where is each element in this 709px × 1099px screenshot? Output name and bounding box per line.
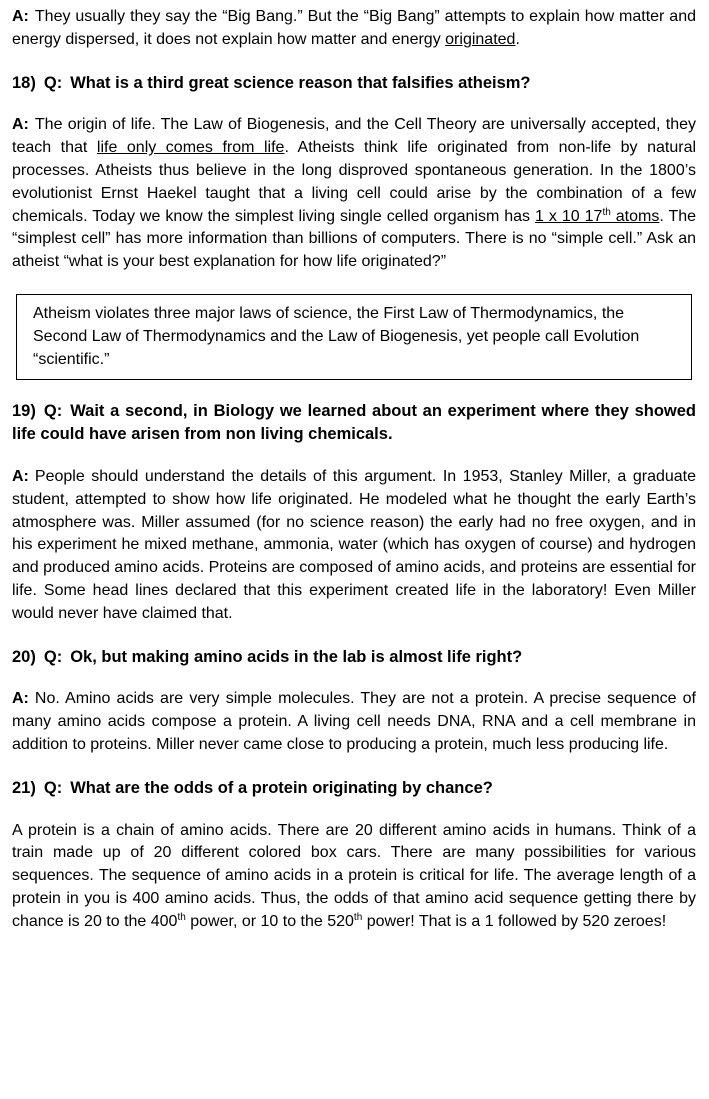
- answer-text: They usually they say the “Big Bang.” But the “Big Bang” attempts to explain how matter and energy dispersed, it does not explain how matter and energy: [12, 8, 696, 48]
- question-number: 18): [12, 73, 36, 92]
- underlined-number: [535, 208, 659, 225]
- question-text: What is a third great science reason that falsifies atheism?: [70, 73, 531, 92]
- underlined-text: life only comes from life: [96, 139, 285, 157]
- answer-19: [12, 466, 696, 626]
- answer-label: A:: [12, 690, 29, 708]
- answer-text: power! That is a 1 followed by 520 zeroes!: [362, 912, 667, 930]
- answer-label: A:: [12, 467, 29, 485]
- answer-text: . Atheists think life originated from non-life by natural processes. Atheists thus believe in the long disproved spontaneous generation. In the 1800’s evolutionist Ernst Haekel taught that a living cell could arise by the combination of a few chemicals. Today we know the simplest living single celled organism has: [12, 139, 697, 225]
- answer-text: power, or 10 to the 520: [185, 912, 354, 930]
- answer-text-end: .: [515, 30, 520, 48]
- callout-text: Atheism violates three major laws of science, the First Law of Thermodynamics, the Second Law of Thermodynamics and the Law of Biogenesis, yet people call Evolution “scientific.”: [33, 304, 640, 368]
- question-label: Q:: [43, 73, 63, 92]
- number-unit: atoms: [610, 207, 660, 225]
- superscript: th: [602, 206, 611, 218]
- question-number: 21): [12, 778, 36, 797]
- number-base: 1 x 10 17: [535, 207, 603, 225]
- question-number: 19): [12, 402, 36, 421]
- answer-text: A protein is a chain of amino acids. There are 20 different amino acids in humans. Think of a train made up of 20 different colored box cars. There are many possibilities for various sequences. The sequence of amino acids in a protein is critical for life. The average length of a protein in you is 400 amino acids. Thus, the odds of that amino acid sequence getting there by chance is 20 to the 400: [12, 821, 696, 930]
- superscript: th: [353, 911, 363, 923]
- question-20: [12, 646, 696, 669]
- answer-text: People should understand the details of this argument. In 1953, Stanley Miller, a graduate student, attempted to show how life originated. He modeled what he thought the early Earth’s atmosphere was. Miller assumed (for no science reason) the early had no free oxygen, and in his experiment he mixed methane, ammonia, water (which has oxygen of course) and hydrogen and produced amino acids. Proteins are composed of amino acids, and proteins are essential for life. Some head lines declared that this experiment created life in the laboratory! Even Miller would never have claimed that.: [12, 467, 696, 622]
- answer-20: [12, 688, 696, 756]
- question-text: What are the odds of a protein originating by chance?: [70, 778, 493, 797]
- underlined-text: originated: [445, 30, 516, 48]
- question-label: Q:: [43, 402, 63, 421]
- callout-box: [16, 294, 692, 380]
- question-number: 20): [12, 647, 36, 666]
- answer-text: The origin of life. The Law of Biogenesis, and the Cell Theory are universally accepted, they teach that: [12, 116, 696, 157]
- answer-17: [12, 6, 696, 52]
- answer-text: No. Amino acids are very simple molecules. They are not a protein. A precise sequence of many amino acids compose a protein. A living cell needs DNA, RNA and a cell membrane in addition to proteins. Miller never came close to producing a protein, much less producing life.: [12, 690, 696, 753]
- question-label: Q:: [43, 647, 63, 666]
- superscript: th: [177, 911, 186, 923]
- document-page: [12, 6, 696, 934]
- question-21: [12, 777, 696, 800]
- answer-18: [12, 114, 696, 274]
- question-19: [12, 400, 696, 446]
- answer-text: . The “simplest cell” has more information than billions of computers. There is no “simple cell.” Ask an atheist “what is your best explanation for how life originated?”: [12, 207, 697, 271]
- question-18: [12, 72, 696, 95]
- answer-21: [12, 820, 696, 934]
- answer-label: A:: [12, 116, 29, 134]
- answer-label: A:: [12, 8, 29, 25]
- question-text: Ok, but making amino acids in the lab is almost life right?: [70, 647, 523, 666]
- question-label: Q:: [43, 778, 63, 797]
- question-text: Wait a second, in Biology we learned about an experiment where they showed life could have arisen from non living chemicals.: [12, 402, 696, 444]
